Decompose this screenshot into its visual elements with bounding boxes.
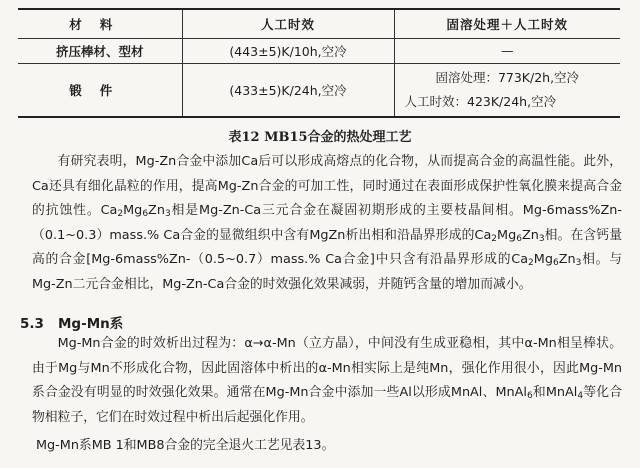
text-run: Zn	[148, 203, 165, 218]
section-number: 5.3	[20, 316, 44, 332]
section-title: Mg-Mn系	[58, 316, 124, 332]
subscript: 2	[528, 258, 534, 268]
text-run: 和MnAl	[532, 385, 578, 400]
text-run: 有研究表明，Mg-Zn合金中添加Ca后可以形成高熔点的化合物，从而提高合金的高温性能。此外，Ca还具有细化晶粒的作用，提高Mg-Zn合金的可加工性，同时通过在表面形成保护性氧化膜来提高合金的抗蚀性。	[32, 154, 622, 218]
table-row	[18, 39, 620, 64]
paragraph-ca-effect	[32, 150, 622, 297]
subscript: 3	[575, 258, 582, 268]
table-caption: 表12 MB15合金的热处理工艺	[228, 130, 412, 145]
cell-line: 人工时效：423K/24h,空冷	[404, 94, 557, 109]
table-row	[18, 64, 620, 118]
paragraph-annealing-ref: Mg-Mn系MB 1和MB8合金的完全退火工艺见表13。	[36, 438, 335, 453]
cell-aging: (433±5)K/24h,空冷	[182, 64, 394, 118]
heat-treatment-table	[18, 8, 620, 118]
text-run: Mg-Mn合金的时效析出过程为：α→α-Mn（立方晶），中间没有生成亚稳相，其中α-Mn相呈棒状。由于Mg与Mn不形成化合物，因此固溶体中析出的α-Mn相实际上是纯Mn，强化作用很小，因此Mg-Mn系合金没有明显的时效强化效果。通常在Mg-Mn合金中添加一些Al以形成MnAl、MnAl	[32, 336, 622, 400]
paragraph-mg-mn	[32, 332, 622, 430]
cell-solution-aging	[394, 39, 620, 64]
subscript: 6	[552, 258, 559, 268]
subscript: 6	[526, 391, 533, 401]
subscript: 3	[164, 209, 171, 219]
text-run: Ca	[100, 203, 118, 218]
cell-material: 锻件	[18, 64, 182, 118]
subscript: 4	[577, 391, 584, 401]
subscript: 2	[491, 233, 498, 244]
subscript: 6	[142, 209, 149, 219]
header-solution-aging: 固溶处理＋人工时效	[394, 9, 620, 39]
text-run: Mg	[497, 227, 517, 243]
text-run: Mg	[533, 252, 553, 267]
cell-material: 挤压棒材、型材	[18, 39, 182, 64]
cell-line: —	[501, 43, 514, 58]
text-run: 相是Mg-Zn-Ca三元合金在凝固初期形成的主要枝晶间相。Mg-6mass%Zn-（0.1~0.3）mass.% Ca合金的显微组织中含有MgZn析出相和沿晶界形成的Ca	[32, 203, 622, 243]
cell-aging: (443±5)K/10h,空冷	[182, 39, 394, 64]
text-run: Zn	[558, 252, 576, 267]
subscript: 3	[538, 233, 545, 244]
cell-solution-aging	[394, 64, 620, 118]
subscript: 2	[117, 209, 124, 219]
text-run: Zn	[521, 227, 539, 243]
cell-line: 固溶处理：773K/2h,空冷	[435, 70, 580, 85]
header-artificial-aging: 人工时效	[182, 9, 394, 39]
text-run: 相。与Mg-Zn二元合金相比，Mg-Zn-Ca合金的时效强化效果减弱，并随钙含量的增加而减小。	[32, 252, 622, 292]
table-header-row	[18, 9, 620, 39]
header-material: 材料	[18, 9, 182, 39]
text-run: Mg	[123, 203, 143, 218]
text-run: 等化合物相粒子，它们在时效过程中析出后起强化作用。	[32, 385, 623, 425]
section-heading	[20, 312, 123, 332]
text-run: 相。在含钙量高的合金[Mg-6mass%Zn-（0.5~0.7）mass.% Ca合金]中只含有沿晶界形成的Ca	[32, 227, 622, 267]
subscript: 6	[516, 233, 522, 244]
